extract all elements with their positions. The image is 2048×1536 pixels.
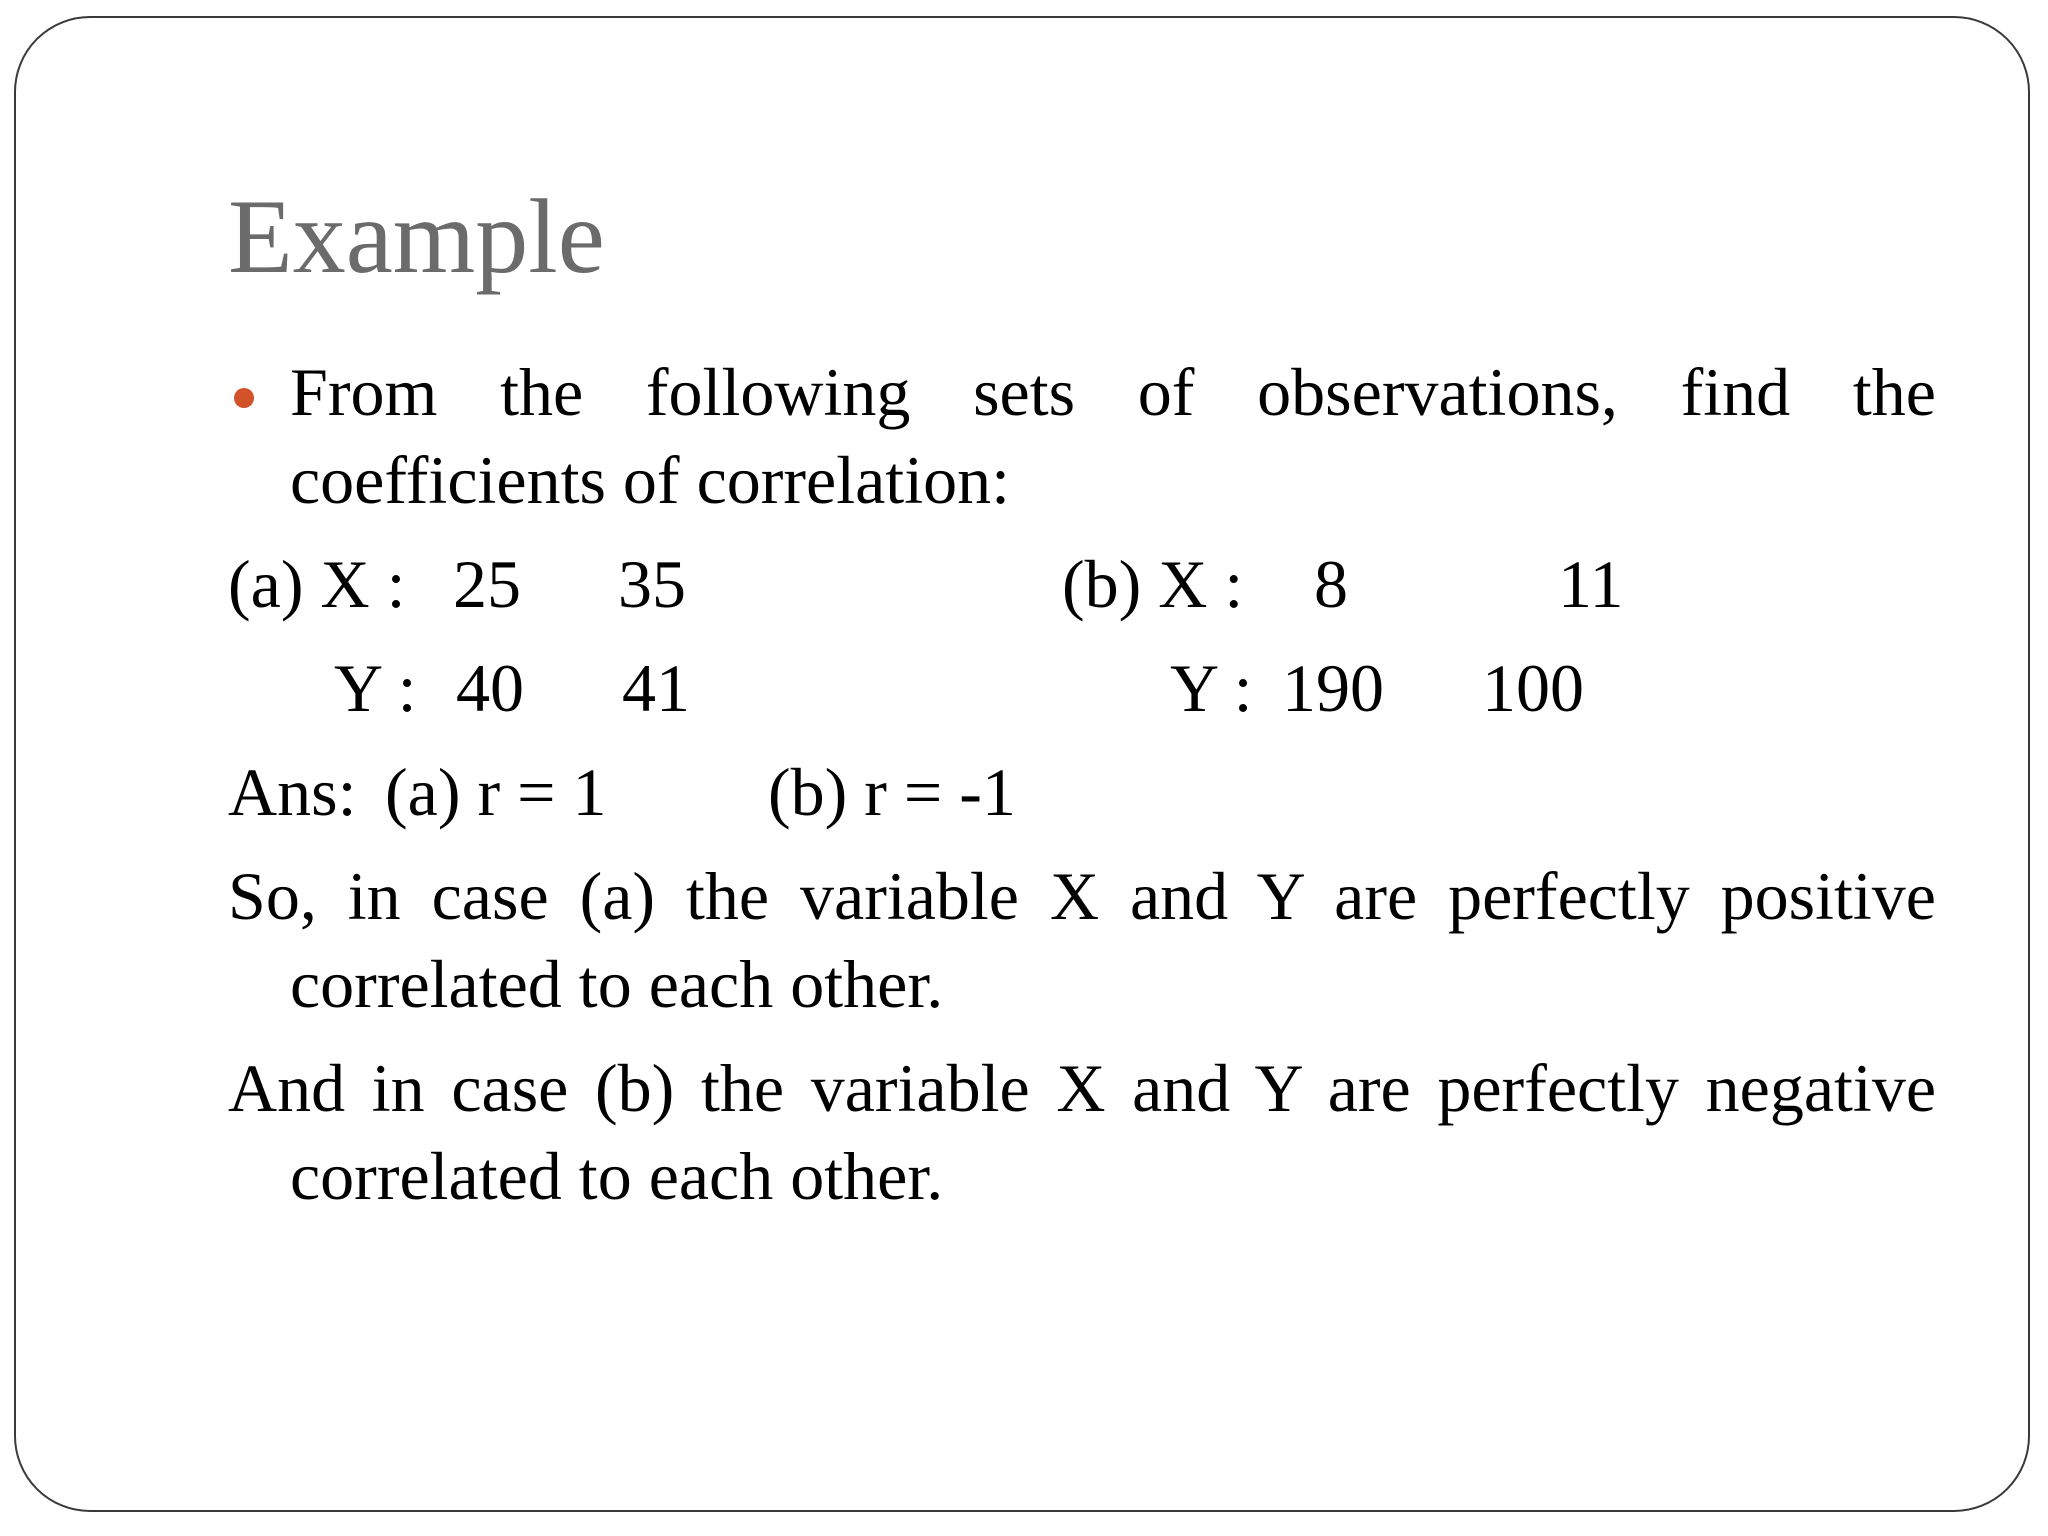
set-b-x-value-1: 8 xyxy=(1314,546,1348,622)
set-a-y-value-2: 41 xyxy=(622,650,690,726)
set-b-y-value-2: 100 xyxy=(1482,650,1584,726)
answer-a: (a) r = 1 xyxy=(385,754,607,830)
answer-b: (b) r = -1 xyxy=(768,754,1016,830)
set-b-y-label: Y : xyxy=(1170,650,1253,726)
slide-body xyxy=(228,348,1936,1236)
set-b-x-value-2: 11 xyxy=(1558,546,1624,622)
slide xyxy=(14,16,2030,1512)
set-a-y-value-1: 40 xyxy=(456,650,524,726)
bullet-dot-icon xyxy=(234,388,254,408)
x-values-row xyxy=(228,540,1936,644)
set-a-y-label: Y : xyxy=(334,650,417,726)
set-b-x-label: (b) X : xyxy=(1062,546,1244,622)
bullet-item xyxy=(228,348,1936,524)
answer-prefix: Ans: xyxy=(228,754,357,830)
y-values-row xyxy=(228,644,1936,748)
bullet-text: From the following sets of observations, find the coefficients of correlation: xyxy=(290,354,1936,518)
set-b-y-value-1: 190 xyxy=(1282,650,1384,726)
set-a-x-value-1: 25 xyxy=(453,546,521,622)
slide-title: Example xyxy=(228,178,605,295)
set-a-x-label: (a) X : xyxy=(228,546,406,622)
set-a-x-value-2: 35 xyxy=(618,546,686,622)
answer-row xyxy=(228,748,1936,852)
conclusion-b: And in case (b) the variable X and Y are perfectly negative correlated to each other. xyxy=(228,1050,1936,1214)
conclusion-a: So, in case (a) the variable X and Y are perfectly positive correlated to each other. xyxy=(228,858,1936,1022)
